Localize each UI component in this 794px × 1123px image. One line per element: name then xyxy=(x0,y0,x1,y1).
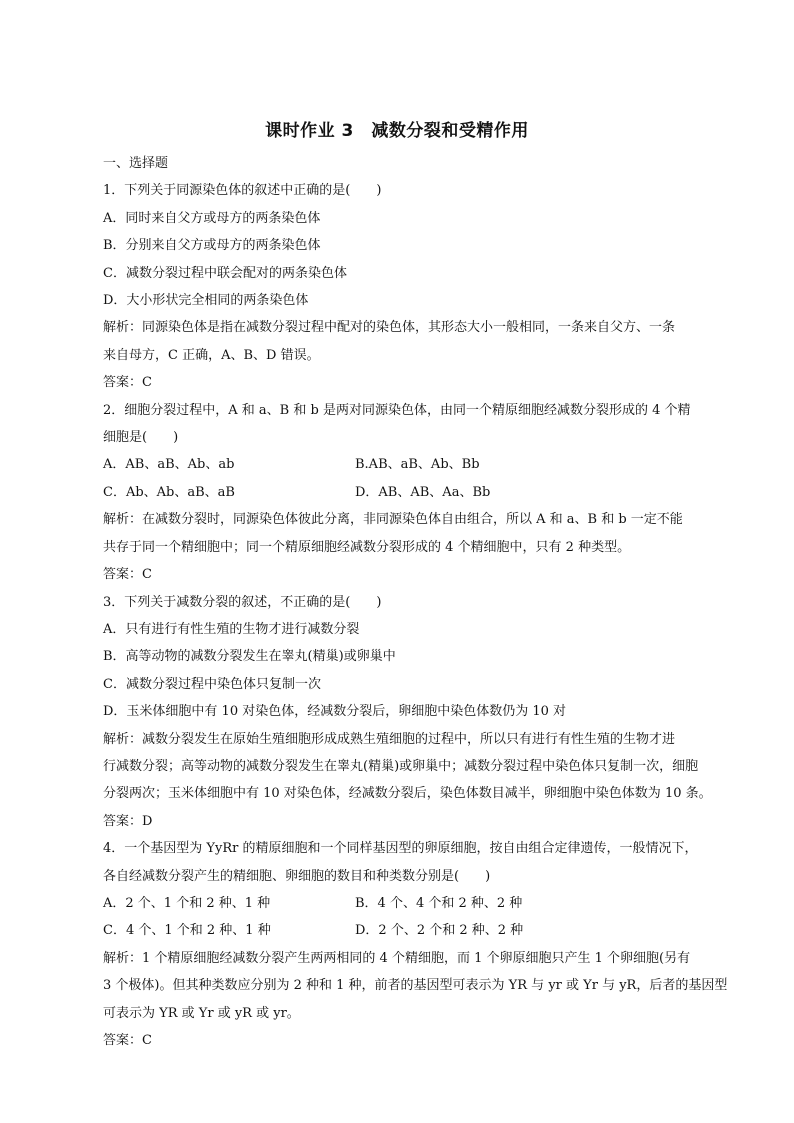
question-4-option-a: A．2 个、1 个和 2 种、1 种 xyxy=(103,895,271,911)
question-2-stem: 细胞是( ) xyxy=(103,430,179,446)
question-4-analysis: 解析：1 个精原细胞经减数分裂产生两两相同的 4 个精细胞，而 1 个卵原细胞只产生 1 个卵细胞(另有 xyxy=(103,950,691,966)
question-1-option-d: D．大小形状完全相同的两条染色体 xyxy=(103,293,309,309)
question-3-option-c: C．减数分裂过程中染色体只复制一次 xyxy=(103,676,321,692)
question-1-option-a: A．同时来自父方或母方的两条染色体 xyxy=(103,210,321,226)
question-4-stem: 各自经减数分裂产生的精细胞、卵细胞的数目和种类数分别是( ) xyxy=(103,868,491,884)
question-2-option-c: C．Ab、Ab、aB、aB xyxy=(103,484,235,500)
question-4-option-b: B．4 个、4 个和 2 种、2 种 xyxy=(355,895,523,911)
page-title: 课时作业 3 减数分裂和受精作用 xyxy=(265,121,529,141)
question-1-analysis: 解析：同源染色体是指在减数分裂过程中配对的染色体，其形态大小一般相同，一条来自父方、一条 xyxy=(103,320,676,336)
question-3-answer: 答案：D xyxy=(103,813,153,829)
question-1-answer: 答案：C xyxy=(103,375,152,391)
question-3-option-a: A．只有进行有性生殖的生物才进行减数分裂 xyxy=(103,621,360,637)
question-3-analysis: 解析：减数分裂发生在原始生殖细胞形成成熟生殖细胞的过程中，所以只有进行有性生殖的生物才进 xyxy=(103,731,676,747)
question-2-stem: 2．细胞分裂过程中，A 和 a、B 和 b 是两对同源染色体，由同一个精原细胞经减数分裂形成的 4 个精 xyxy=(103,402,691,418)
question-2-analysis: 共存于同一个精细胞中；同一个精原细胞经减数分裂形成的 4 个精细胞中，只有 2 种类型。 xyxy=(103,539,631,555)
question-4-options-row xyxy=(103,890,695,917)
question-4-options-row xyxy=(103,917,695,944)
question-3-option-d: D．玉米体细胞中有 10 对染色体，经减数分裂后，卵细胞中染色体数仍为 10 对 xyxy=(103,704,567,720)
question-4-stem: 4．一个基因型为 YyRr 的精原细胞和一个同样基因型的卵原细胞，按自由组合定律遗传，一般情况下， xyxy=(103,841,698,857)
question-4-analysis: 可表示为 YR 或 Yr 或 yR 或 yr。 xyxy=(103,1005,300,1021)
section-heading: 一、选择题 xyxy=(103,156,169,171)
question-1-analysis: 来自母方，C 正确，A、B、D 错误。 xyxy=(103,347,320,363)
question-4-analysis: 3 个极体)。但其种类数应分别为 2 种和 1 种，前者的基因型可表示为 YR 与 yr 或 Yr 与 yR，后者的基因型 xyxy=(103,978,728,994)
question-3-analysis: 行减数分裂；高等动物的减数分裂发生在睾丸(精巢)或卵巢中；减数分裂过程中染色体只复制一次，细胞 xyxy=(103,758,699,774)
question-2-option-a: A．AB、aB、Ab、ab xyxy=(103,457,235,473)
question-2-analysis: 解析：在减数分裂时，同源染色体彼此分离，非同源染色体自由组合，所以 A 和 a、B 和 b 一定不能 xyxy=(103,512,683,528)
question-1-stem: 1．下列关于同源染色体的叙述中正确的是( ) xyxy=(103,183,382,199)
question-2-option-d: D．AB、AB、Aa、Bb xyxy=(355,484,491,500)
question-2-answer: 答案：C xyxy=(103,567,152,583)
question-1-option-b: B．分别来自父方或母方的两条染色体 xyxy=(103,238,321,254)
question-4-option-c: C．4 个、1 个和 2 种、1 种 xyxy=(103,923,271,939)
question-3-option-b: B．高等动物的减数分裂发生在睾丸(精巢)或卵巢中 xyxy=(103,649,396,665)
question-3-stem: 3．下列关于减数分裂的叙述，不正确的是( ) xyxy=(103,594,382,610)
question-2-options-row xyxy=(103,479,695,506)
question-3-analysis: 分裂两次；玉米体细胞中有 10 对染色体，经减数分裂后，染色体数目减半，卵细胞中染色体数为 10 条。 xyxy=(103,786,712,802)
question-4-option-d: D．2 个、2 个和 2 种、2 种 xyxy=(355,923,524,939)
question-2-options-row xyxy=(103,451,695,478)
question-1-option-c: C．减数分裂过程中联会配对的两条染色体 xyxy=(103,265,347,281)
question-2-option-b: B.AB、aB、Ab、Bb xyxy=(355,457,480,473)
question-4-answer: 答案：C xyxy=(103,1033,152,1048)
document-body xyxy=(103,150,728,1054)
